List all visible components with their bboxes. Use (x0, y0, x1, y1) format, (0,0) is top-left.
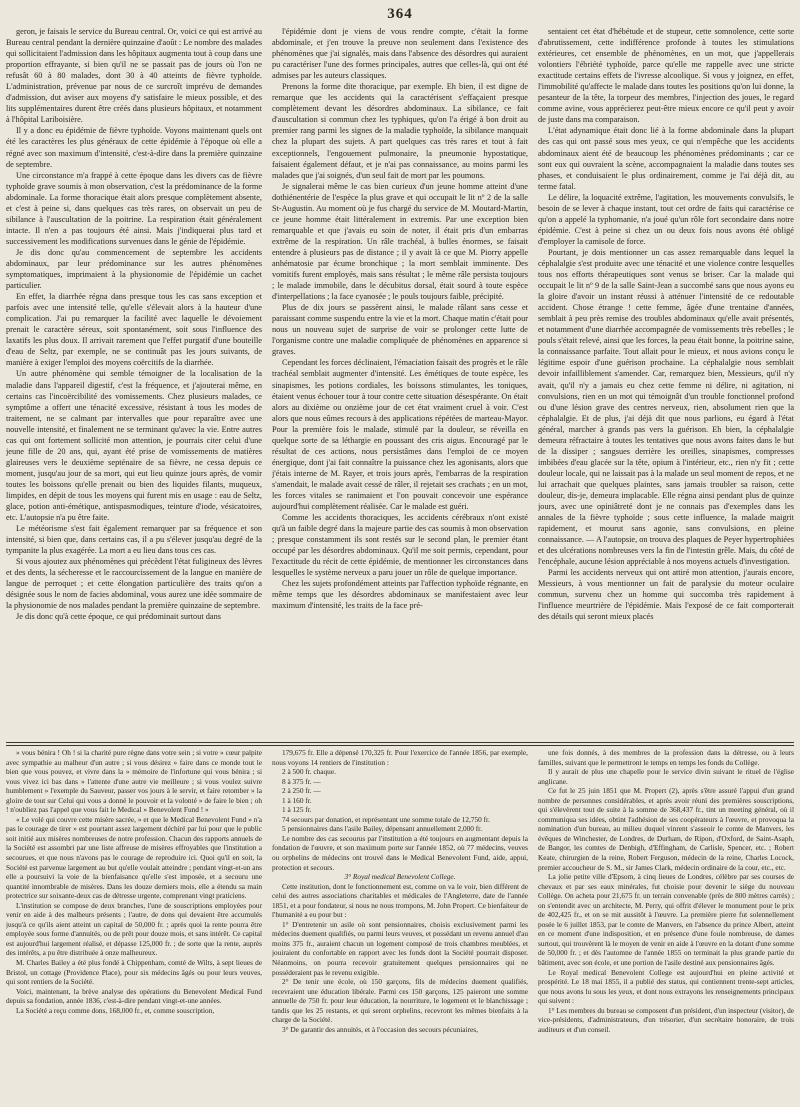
paragraph: Voici, maintenant, la brève analyse des opérations du Benevolent Medical Fund depuis sa fondation, année 1836, c'est-à-dire pendant vingt-et-une années. (6, 986, 262, 1006)
list-item: 2 à 500 fr. chaque. (282, 767, 336, 777)
paragraph: 3° De garantir des annuités, et à l'occasion des secours pécuniaires, (282, 1024, 478, 1034)
paragraph: 1° D'entretenir un asile où sont pensionnaires, choisis exclusivement parmi les médecins duement qualifiés, ou parmi leurs veuves, et possédant un revenu annuel d'au moins 375 fr., auraient chacun un logement composé de trois chambres meublées, et jouiraient du confortable en rapport avec les fonds dont la Société pourrait disposer. Néanmoins, on pourra recevoir gratuitement quelques pensionnaires qui ne posséderaient pas le revenu exigible. (272, 919, 528, 977)
upper-article (6, 26, 794, 742)
paragraph: Comme les accidents thoraciques, les accidents cérébraux n'ont existé qu'à un faible degré dans la majeure partie des cas soumis à mon observation ; presque constamment ils sont restés sur le second plan, le premier étant occupé par les désordres abdominaux. Qu'il me soit permis, cependant, pour l'exactitude du récit de cette épidémie, de mentionner les circonstances dans lesquelles le système nerveux a paru jouer un rôle de quelque importance. (272, 513, 528, 578)
paragraph: l'épidémie dont je viens de vous rendre compte, c'était la forme abdominale, et j'en trouve la preuve non seulement dans l'existence des phénomènes que j'ai signalés, mais dans l'absence des désordres qui auraient pu caractériser l'une des formes principales, autres que celles-là, qui ont été admises par les auteurs classiques. (272, 27, 528, 81)
paragraph: geron, je faisais le service du Bureau central. Or, voici ce qui est arrivé au Bureau central pendant la dernière quinzaine d'août : Le nombre des malades qui sollicitaient l'admission dans les hôpitaux augmenta tout à coup dans une proportion effrayante, si bien qu'il ne se passait pas de jours où l'on ne refusât 60 à 80 malades, dont 30 à 40 atteints de fièvre typhoïde. L'administration, prévenue par nous de ce surcroît imprévu de demandes d'admission, dut aviser aux moyens d'y satisfaire le mieux possible, et des lits supplémentaires durent être créés dans plusieurs hôpitaux, et notamment à l'hôpital Lariboisière. (6, 27, 262, 125)
list-item: 1 à 125 fr. (282, 805, 312, 815)
paragraph: Je dis donc qu'à cette époque, ce qui prédominait surtout dans (16, 612, 221, 622)
paragraph: Une circonstance m'a frappé à cette époque dans les divers cas de fièvre typhoïde grave soumis à mon observation, c'est la prédominance de la forme abdominale. La forme thoracique était alors presque complètement absente, et c'est à peine si, dans quelques cas très rares, on observait un peu de sibilance à l'auscultation de la poitrine. La respiration était généralement intacte. Il n'en a pas toujours été ainsi. Mais j'indiquerai plus tard et successivement les modifications survenues dans le génie de l'épidémie. (6, 170, 262, 246)
section-heading: 3° Royal medical Benevolent College. (344, 872, 456, 882)
paragraph: La jolie petite ville d'Epsom, à cinq lieues de Londres, célèbre par ses courses de chevaux et par ses eaux minérales, fut choisie pour devenir le siège du nouveau Collège. On acheta pour 21,675 fr. un terrain convenable (près de 800 mètres carrés) ; on s'entendit avec un architecte, M. Perry, qui offrit d'élever le monument pour le prix de 402,425 fr., et on se mit aussitôt à l'œuvre. La première pierre fut solennellement posée le 6 juillet 1853, par le comte de Manvers, en l'absence du prince Albert, atteint en ce moment d'une indisposition, et en présence d'une foule nombreuse, de dames surtout, qui trouvèrent là le moyen de venir en aide à l'œuvre en la dotant d'une somme de 50,000 fr. ; et dès l'automne de l'année 1855 on terminait la plus grande partie du bâtiment, avec son école, et une portion de l'asile destiné aux pensionnaires âgés. (538, 872, 794, 968)
paragraph: Il y aurait de plus une chapelle pour le service divin suivant le rituel de l'église anglicane. (538, 767, 794, 786)
paragraph: M. Charles Bailey a été plus fondé à Chippenham, comté de Wilts, à sept lieues de Bristol, un cottage (Providence Place), pour six médecins âgés ou pour leurs veuves, qui sont rentiers de la Société. (6, 958, 262, 987)
paragraph: Plus de dix jours se passèrent ainsi, le malade râlant sans cesse et paraissant comme suspendu entre la vie et la mort. Chaque matin c'était pour nous un nouveau sujet de surprise de voir se prolonger cette lutte de l'organisme contre une maladie compliquée de phénomènes en apparence si graves. (272, 303, 528, 357)
list-item: 2 à 250 fr. — (282, 786, 321, 796)
upper-column-2 (272, 26, 528, 742)
list-item: 8 à 375 fr. — (282, 776, 321, 786)
paragraph: « Le volé qui couvre cette misère sacrée, » et que le Medical Benevolent Fund » n'a pas le courage de tirer » est pourtant assez largement déchiré par lui pour que le public soit initié aux misères nombreuses de notre profession. Chacun des rapports annuels de la Société est assombri par une liste affreuse de misères effroyables que l'institution a secourues, et que nous n'avons pas le courage de reproduire ici. Quoi qu'il en soit, la Société est parvenue largement au but qu'elle voulait atteindre ; pendant vingt-et-un ans elle a poursuivi la voie de la bienfaisance qu'elle s'est imposée, et a secouru une quantité innombrable de misères. Dans les douze derniers mois, elle a étendu sa main protectrice sur soixante-deux cas de détresse urgente, comprenant vingt praticiens. (6, 814, 262, 901)
lower-column-3 (538, 748, 794, 1103)
paragraph: Parmi les accidents nerveux qui ont attiré mon attention, j'aurais encore, Messieurs, à vous mentionner un fait de paralysie du moteur oculaire commun, survenu chez un homme qui succomba très rapidement à l'influence meurtrière de l'épidémie. Mais l'exposé de ce fait comporterait des détails qui seront mieux placés (538, 568, 794, 622)
paragraph: 179,675 fr. Elle a dépensé 170,325 fr. Pour l'exercice de l'année 1856, par exemple, nous voyons 14 rentiers de l'institution : (272, 748, 528, 767)
list-item: 1 à 160 fr. (282, 795, 312, 805)
paragraph: 5 pensionnaires dans l'asile Bailey, dépensant annuellement 2,000 fr. (282, 824, 483, 834)
paragraph: Si vous ajoutez aux phénomènes qui précèdent l'état fuligineux des lèvres et des dents, la sécheresse et le raccourcissement de la langue en manière de langue de perroquet ; et cette élongation particulière des traits qu'on a désignée sous le nom de facies abdominal, vous aurez une idée sommaire de la physionomie de nos malades pendant la première quinzaine de septembre. (6, 557, 262, 611)
paragraph: Pourtant, je dois mentionner un cas assez remarquable dans lequel la céphalalgie s'est produite avec une ténacité et une violence contre lesquelles tous nos efforts thérapeutiques sont venus se briser. Car la malade qui occupait le lit nº 9 de la salle Saint-Jean a succombé sans que nous ayons eu la gloire d'avoir un instant réussi à atténuer l'intensité de ce redoutable accident. Chose étrange ! cette femme, âgée d'une trentaine d'années, semblait à peu près remise des troubles abdominaux qu'elle avait présentés, et notamment d'une diarrhée accompagnée de vomissements très rebelles ; le pouls s'était relevé, ainsi que les forces, la peau était bonne, la poitrine saine, la connaissance parfaite. Tout allait pour le mieux, et nous avions conçu le légitime espoir d'une guérison prochaine. La céphalalgie nous semblait devoir infailliblement s'amender. Car, remarquez bien, Messieurs, qu'il n'y avait, qu'il n'y a jamais eu chez cette femme ni délire, ni agitation, ni convulsions, rien en un mot qui témoignât d'un trouble fonctionnel profond ou d'une lésion grave des centres nerveux, rien, absolument rien que la céphalalgie. Et de plus, j'ai déjà dit que nous parlions, eu égard à l'état général, marcher à grands pas vers la guérison. Eh bien, la céphalalgie demeura réfractaire à toutes les tentatives que nous avons faites dans le but de la dissiper ; sangsues derrière les oreilles, sinapismes, compresses imbibées d'eau glacée sur la tête, opium à l'intérieur, etc., rien n'y fit ; cette douleur locale, qui ne laissait pas à la malade un seul moment de repos, et ne lui arrachait que quelques plaintes, sans jamais troubler sa raison, cette douleur, dis-je, demeura implacable. Elle régna ainsi pendant plus de quinze jours, avec une opiniâtreté dont je ne connais pas d'exemples dans les annales de la fièvre typhoïde ; sous cette influence, la malade maigrit rapidement, et mourut sans agonie, sans convulsions, en pleine connaissance. — A l'autopsie, on trouva des plaques de Peyer hypertrophiées et des ulcérations nombreuses vers la fin de l'intestin grêle. Mais, du côté de l'encéphale, aucune lésion appréciable à nos moyens actuels d'investigation. (538, 247, 794, 567)
paragraph: 2° De tenir une école, où 150 garçons, fils de médecins duement qualifiés, recevraient une éducation libérale. Parmi ces 150 garçons, 125 paieront une somme annuelle de 750 fr. pour leur éducation, la nourriture, le logement et le blanchissage ; tandis que les 25 restants, et qui seront orphelins, recevront les mêmes bienfaits à la charge de la Société. (272, 977, 528, 1025)
paragraph: une fois donnés, à des membres de la profession dans la détresse, ou à leurs familles, suivant que le permettront le temps en temps les fonds du Collège. (538, 748, 794, 767)
section-divider (6, 742, 794, 746)
paragraph: 1° Les membres du bureau se composent d'un président, d'un inspecteur (visitor), de vice-présidents, d'administrateurs, d'un trésorier, d'un secrétaire honoraire, de trois auditeurs et d'un conseil. (538, 1005, 794, 1034)
paragraph: Ce fut le 25 juin 1851 que M. Propert (2), après s'être assuré l'appui d'un grand nombre de personnes considérables, et après avoir réuni des premières souscriptions, qui s'élevèrent tout de suite à la somme de 368,437 fr., tint un meeting général, où il communiqua ses idées, obtint l'adhésion de ses coopérateurs à l'œuvre, et provoqua la nomination d'un bureau, au milieu duquel vinrent s'asseoir le comte de Manvers, les évêques de Winchester, de Londres, de Durham, de Ripon, d'Oxford, de Saint-Asaph, de Bangor, les comtes de Denbigh, d'Effingham, de Carlisle, Spencer, etc. ; Robert Keate, chirurgien de la reine, Robert Ferguson, médecin de la reine, Charles Locock, premier accoucheur de S. M., sir James Clark, médecin ordinaire de la cour, etc., etc. (538, 786, 794, 872)
paragraph: Le météorisme s'est fait également remarquer par sa fréquence et son intensité, si bien que, dans certains cas, il a pu s'élever jusqu'au degré de la tympanite la plus exagérée. La mort a eu lieu dans tous ces cas. (6, 524, 262, 556)
paragraph: Je signalerai même le cas bien curieux d'un jeune homme atteint d'une dothiénentérie de l'espèce la plus grave et qui occupait le lit nº 2 de la salle St-Augustin. Au moment où je fus chargé du service de M. Moutard-Martin, ce jeune homme était littéralement in extremis. Par une exception bien remarquable et que j'avais eu soin de noter, il était pris d'un embarras extrême de la respiration. Un râle trachéal, à bulles énormes, se faisait entendre à plusieurs pas de distance ; il y avait là ce que M. Piorry appelle anhématosie par écume bronchique ; la mort semblait imminente. Des vomitifs furent employés, mais sans résultat ; le même râle persista toujours ; le malade immobile, dans le décubitus dorsal, était sourd à toute espèce d'interpellations ; la face cyanosée ; le pouls toujours faible, précipité. (272, 181, 528, 302)
paragraph: Cette institution, dont le fonctionnement est, comme on va le voir, bien différent de celui des autres associations charitables et médicales de l'Angleterre, date de l'année 1851, et a pour fondateur, si nous ne nous trompons, M. John Propert. Ce bienfaiteur de l'humanité a eu pour but : (272, 881, 528, 920)
paragraph: » vous bénira ! Oh ! si la charité pure règne dans votre sein ; si votre » cœur palpite avec sympathie au malheur d'un autre ; si vous désirez » faire dans ce monde tout le bien que vous pouvez, et vivre dans la » mémoire de l'infortune qui vous bénira ; si vous vivez ici bas dans » l'attente d'une autre vie meilleure ; si vous voulez suivre humblement » l'exemple du Sauveur, passer vos jours à le servir, et faire retomber » la gloire de tout sur Celui qui vous a donné le pouvoir et la volonté » de faire le bien ; oh ! n'oubliez pas l'appel que vous fait le Medical » Benevolent Fund ! » (6, 748, 262, 815)
paragraph: L'institution se compose de deux branches, l'une de souscriptions employées pour venir en aide à des malheurs présents ; l'autre, de dons qui devaient être accumulés jusqu'à ce qu'ils aient atteint un capital de 50,000 fr. ; après quoi la rente pourra être employée sous forme d'annuités, ou de prêt pour douze mois, et sans intérêt. Ce capital est aujourd'hui largement réalisé, et dépasse 125,000 fr. ; de sorte que la rente, auprès des intérêts, a pu être distribuée à onze malheureux. (6, 900, 262, 958)
page-number: 364 (387, 6, 413, 22)
lower-article (6, 748, 794, 1103)
paragraph: Chez les sujets profondément atteints par l'affection typhoïde régnante, en même temps que les désordres abdominaux se manifestaient avec leur maximum d'intensité, les traits de la face pré- (272, 579, 528, 611)
upper-column-3 (538, 26, 794, 742)
paragraph: Cependant les forces déclinaient, l'émaciation faisait des progrès et le râle trachéal semblait augmenter d'intensité. Les émétiques de toute espèce, les sinapismes, les potions cordiales, les boissons stimulantes, les toniques, étaient venus échouer tour à tour contre cette situation désespérante. On était alors au dixième ou onzième jour de cet état vraiment cruel à voir. C'est alors que nous eûmes recours à des applications répétées de marteau-Mayor. Pour la première fois le malade, stimulé par la douleur, se réveilla en quelque sorte de sa léthargie en poussant des cris aigus. Encouragé par le résultat de ces actions, nous persistâmes dans l'emploi de ce moyen énergique, dont j'ai fait connaître la puissance chez les agonisants, alors que j'étais interne de M. Rayer, et trois jours après, l'embarras de la respiration s'amendait, le malade avait cessé de râler, il rejetait ses crachats ; en un mot, les forces vitales se ranimaient et l'on pouvait concevoir une espérance aujourd'hui complètement réalisée. Car le malade est guéri. (272, 358, 528, 512)
paragraph: Le Royal medical Benevolent College est aujourd'hui en pleine activité et prospérité. Le 18 mai 1855, il a publié des status, qui contiennent trente-sept articles, que nous avons lu sous les yeux, et dont nous extrayons les renseignements principaux qui suivent : (538, 967, 794, 1006)
paragraph: Prenons la forme dite thoracique, par exemple. Eh bien, il est digne de remarque que les accidents qui la caractérisent s'effaçaient presque complètement devant les désordres abdominaux. La sibilance, ce fait d'auscultation si commun chez les typhiques, qu'on l'a érigé à bon droit au premier rang parmi les signes de la maladie typhoïde, la sibilance manquait chez la plupart des sujets. A part quelques cas très rares et tout à fait exceptionnels, l'engouement pulmonaire, la pneumonie hypostatique, faisaient également défaut, et je n'ai pas connaissance, au moins parmi les malades que j'ai soignés, d'un seul fait de mort par les poumons. (272, 82, 528, 180)
paragraph: L'état adynamique était donc lié à la forme abdominale dans la plupart des cas qui ont passé sous mes yeux, ce qui n'empêche que les accidents abdominaux aient été de beaucoup les phénomènes prédominants ; car ce sont eux qui ouvraient la scène, accompagnaient la maladie dans toutes ses phases, et conduisaient le plus ordinairement, comme je l'ai déjà dit, au terme fatal. (538, 126, 794, 191)
paragraph: Le délire, la loquacité extrême, l'agitation, les mouvements convulsifs, le besoin de se lever à chaque instant, tout cet ordre de faits qui caractérise ce qu'on a appelé la typhomanie, n'a joué qu'un rôle fort secondaire dans notre épidémie. C'est à peine si chez un ou deux fois nous avons été obligé d'employer la camisole de force. (538, 192, 794, 246)
paragraph: Il y a donc eu épidémie de fièvre typhoïde. Voyons maintenant quels ont été les caractères les plus généraux de cette épidémie à l'époque où elle a régné avec son maximum d'intensité, c'est-à-dire dans la première quinzaine de septembre. (6, 126, 262, 169)
paragraph: Un autre phénomène qui semble témoigner de la localisation de la maladie dans l'appareil digestif, c'est la fréquence, et j'ajouterai même, en certains cas l'incoërcibilité des vomissements. Chez plusieurs malades, ce symptôme a offert une ténacité excessive, résistant à tous les modes de traitement, ne se calmant par intervalles que pour reparaître avec une nouvelle intensité, et finalement ne se terminant qu'avec la vie. Entre autres cas qui ont fortement sollicité mon attention, je pourrais citer celui d'une jeune fille de 20 ans, qui, ayant été prise de vomissements de matières glaireuses vers le deuxième septénaire de sa fièvre, ne cessa depuis ce moment, jusqu'au jour de sa mort, qui eut lieu quinze jours après, de vomir toutes les boissons qu'elle prenait ou bien des liquides filants, muqueux, limpides, en dépit de tous les moyens qui furent mis en usage : eau de Seltz, glace, potion anti-émétique, antispasmodiques, teinture d'iode, vésicatoires, etc. L'autopsie n'a pu être faite. (6, 369, 262, 523)
paragraph: Le nombre des cas secourus par l'institution a été toujours en augmentant depuis la fondation de l'œuvre, et son maximum porte sur l'année 1852, où 77 médecins, veuves ou orphelins de médecins ont trouvé dans le Medical Benevolent Fund, aide, appui, protection et secours. (272, 833, 528, 872)
upper-column-1 (6, 26, 262, 742)
paragraph: En effet, la diarrhée régna dans presque tous les cas sans exception et parfois avec une intensité telle, qu'elle s'élevait alors à la hauteur d'une complication. J'ai pu remarquer la facilité avec laquelle le dévoiement prenait le caractère séreux, soit spontanément, soit sous l'influence des laxatifs les plus doux. Il arrivait rarement que l'effet purgatif d'une bouteille d'eau de Seltz, par exemple, ne se continuât pas les jours suivants, de manière à exiger l'emploi des moyens coërcitifs de la diarrhée. (6, 292, 262, 368)
paragraph: La Société a reçu comme dons, 168,000 fr., et, comme souscription, (16, 1005, 215, 1015)
lower-column-1 (6, 748, 262, 1103)
lower-column-2 (272, 748, 528, 1103)
paragraph: sentaient cet état d'hébétude et de stupeur, cette somnolence, cette sorte d'abrutissement, cette indifférence profonde à toutes les stimulations extérieures, cet ensemble de phénomènes, en un mot, que j'appellerais volontiers l'ébriété typhoïde, parce qu'elle me rappelle avec une stricte exactitude certains effets de l'ivresse alcoolique. Si vous y joignez, en effet, l'immobilité qu'affecte le malade dans toutes les positions qu'on lui donne, la pesanteur de la tête, la torpeur des membres, l'injection des joues, le regard comme avine, vous apprécierez peut-être mieux encore ce qu'il peut y avoir de juste dans ma comparaison. (538, 27, 794, 125)
paragraph: 74 secours par donation, et représentant une somme totale de 12,750 fr. (282, 814, 490, 824)
paragraph: Je dis donc qu'au commencement de septembre les accidents abdominaux, par leur prédominance sur les autres phénomènes symptomatiques, imprimaient à la physionomie de l'épidémie un cachet particulier. (6, 247, 262, 291)
